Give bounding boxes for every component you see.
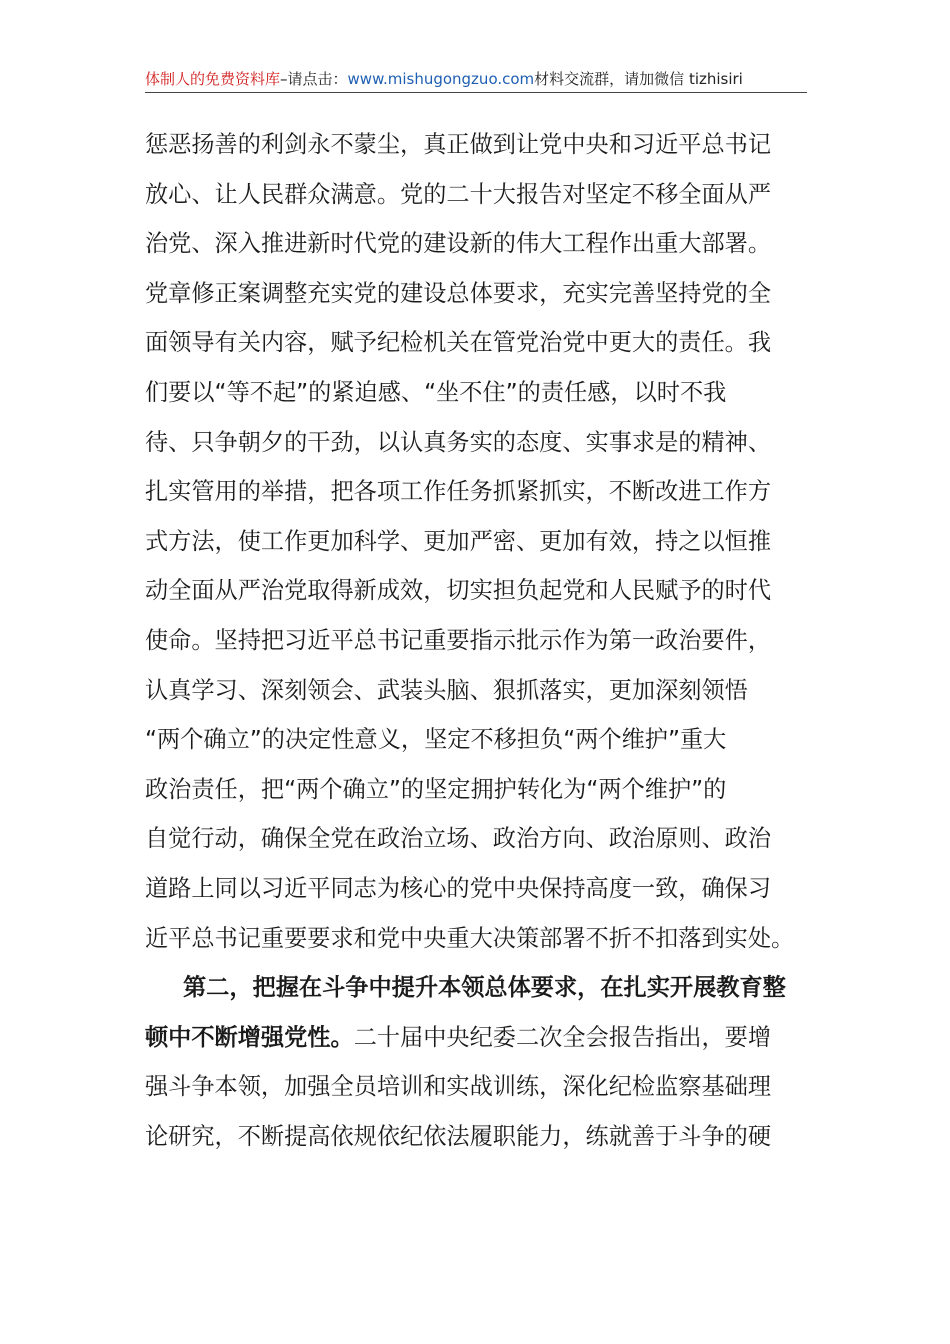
text-line: 式方法，使工作更加科学、更加严密、更加有效，持之以恒推 <box>145 527 772 555</box>
text-line: 使命。坚持把习近平总书记重要指示批示作为第一政治要件， <box>145 626 772 654</box>
text-line: 党章修正案调整充实党的建设总体要求，充实完善坚持党的全 <box>145 279 772 307</box>
text-line: 放心、让人民群众满意。党的二十大报告对坚定不移全面从严 <box>145 180 772 208</box>
header-link[interactable]: www.mishugongzuo.com <box>347 70 535 88</box>
header-tail: 材料交流群，请加微信 tizhisiri <box>534 70 743 88</box>
section-heading-line: 第二，把握在斗争中提升本领总体要求，在扎实开展教育整 <box>183 974 786 1002</box>
text-line: 惩恶扬善的利剑永不蒙尘，真正做到让党中央和习近平总书记 <box>145 131 772 158</box>
page-header <box>145 68 807 93</box>
text-line: 面领导有关内容，赋予纪检机关在管党治党中更大的责任。我 <box>145 329 772 357</box>
text-line: 论研究，不断提高依规依纪依法履职能力，练就善于斗争的硬 <box>145 1122 772 1150</box>
text-line <box>145 1013 810 1063</box>
text-line: 近平总书记重要要求和党中央重大决策部署不折不扣落到实处。 <box>145 924 795 952</box>
header-brand: 体制人的免费资料库 <box>145 70 281 88</box>
text-line: 认真学习、深刻领会、武装头脑、狠抓落实，更加深刻领悟 <box>145 676 748 704</box>
text-line: 道路上同以习近平同志为核心的党中央保持高度一致，确保习 <box>145 874 772 902</box>
text-line: 政治责任，把“两个确立”的坚定拥护转化为“两个维护”的 <box>145 775 727 803</box>
text-line: 自觉行动，确保全党在政治立场、政治方向、政治原则、政治 <box>145 825 772 853</box>
paragraph-1 <box>145 120 810 963</box>
text-line: “两个确立”的决定性意义，坚定不移担负“两个维护”重大 <box>145 726 727 754</box>
text-line: 扎实管用的举措，把各项工作任务抓紧抓实，不断改进工作方 <box>145 478 772 506</box>
text-line: 们要以“等不起”的紧迫感、“坐不住”的责任感，以时不我 <box>145 378 727 406</box>
text-run: 二十届中央纪委二次全会报告指出，要增 <box>353 1023 772 1051</box>
document-body <box>145 120 810 1161</box>
header-prompt: –请点击： <box>280 70 348 88</box>
text-line: 治党、深入推进新时代党的建设新的伟大工程作出重大部署。 <box>145 230 772 258</box>
text-line: 动全面从严治党取得新成效，切实担负起党和人民赋予的时代 <box>145 577 772 605</box>
section-heading-end: 顿中不断增强党性。 <box>145 1023 354 1051</box>
paragraph-2 <box>145 963 810 1161</box>
text-line: 强斗争本领，加强全员培训和实战训练，深化纪检监察基础理 <box>145 1073 772 1101</box>
text-line: 待、只争朝夕的干劲，以认真务实的态度、实事求是的精神、 <box>145 428 772 456</box>
